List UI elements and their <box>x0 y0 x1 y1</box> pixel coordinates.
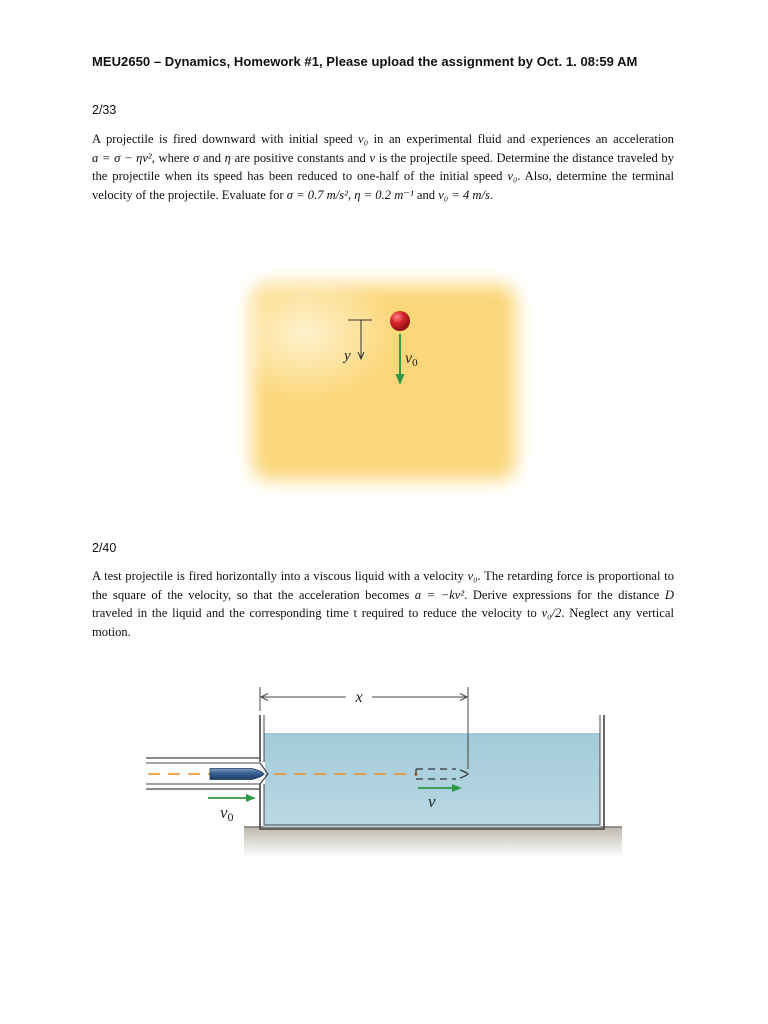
math-v0-half: v₀/2 <box>541 606 562 621</box>
text-segment: traveled in the liquid and the corresponding time t required to reduce the velocity to <box>92 606 537 621</box>
problem-number-2-33: 2/33 <box>92 103 117 117</box>
y-label: y <box>344 348 351 364</box>
math-sigma: σ <box>192 150 200 165</box>
math-eta-value: η = 0.2 m⁻¹ <box>354 187 414 202</box>
v0-arrowhead-icon <box>246 794 256 802</box>
v0-label: v0 <box>220 803 234 824</box>
math-v0-value: v₀ = 4 m/s <box>438 187 490 202</box>
ground <box>244 827 622 857</box>
math-v0: v₀ <box>507 169 518 184</box>
math-D: D <box>664 587 675 602</box>
figure-projectile-in-liquid <box>140 683 630 858</box>
figure-projectile-in-fluid <box>236 268 532 496</box>
math-eta: η <box>224 150 231 165</box>
v-label: v <box>428 792 436 811</box>
text-segment: , <box>347 187 352 202</box>
math-v0: v₀ <box>467 569 478 583</box>
projectile <box>210 769 264 780</box>
x-label: x <box>355 689 363 706</box>
text-segment: and <box>202 150 221 165</box>
v0-label: v0 <box>405 350 418 369</box>
projectile-ball <box>390 311 410 331</box>
text-segment: . Neglect any vertical motion. <box>92 606 674 639</box>
text-segment: . Also, determine the terminal velocity of the projectile. Evaluate for <box>92 169 674 202</box>
math-v: v <box>369 150 376 165</box>
text-segment: A projectile is fired downward with initial speed <box>92 132 353 146</box>
fluid-highlight <box>252 284 516 480</box>
text-segment: . Derive expressions for the distance <box>464 587 660 602</box>
problem-number-2-40: 2/40 <box>92 541 117 555</box>
math-sigma-value: σ = 0.7 m/s² <box>286 187 348 202</box>
page-header: MEU2650 – Dynamics, Homework #1, Please upload the assignment by Oct. 1. 08:59 AM <box>92 54 638 69</box>
problem-2-33-text <box>92 130 674 204</box>
problem-2-40-text <box>92 567 674 641</box>
text-segment: in an experimental fluid and experiences an acceleration <box>373 132 674 146</box>
text-segment: is the projectile speed. Determine the distance traveled by the projectile when its speed has been reduced to one-half of the initial speed <box>92 150 674 184</box>
text-segment: and <box>416 187 436 202</box>
math-acceleration: a = σ − ηv² <box>92 150 152 165</box>
text-segment: . The retarding force is proportional to the square of the velocity, so that the acceleration becomes <box>92 569 674 602</box>
text-segment: A test projectile is fired horizontally into a viscous liquid with a velocity <box>92 569 464 583</box>
text-segment: , where <box>151 150 190 165</box>
viscous-liquid <box>264 733 600 827</box>
text-segment: are positive constants and <box>234 150 366 165</box>
math-v0: v₀ <box>358 132 369 146</box>
text-segment: . <box>489 187 494 202</box>
math-acceleration: a = −kv² <box>414 587 465 602</box>
